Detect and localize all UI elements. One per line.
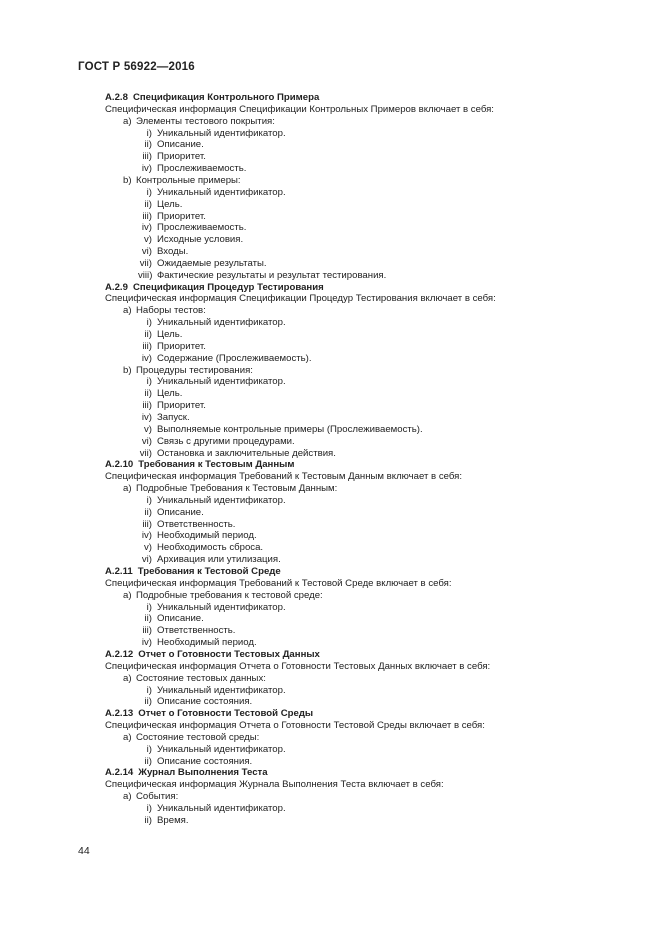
list-group-label xyxy=(123,116,275,128)
section-heading xyxy=(105,282,324,294)
list-item-numeral: iii) xyxy=(142,210,152,222)
list-item-numeral: i) xyxy=(146,803,152,814)
list-group-label xyxy=(123,305,206,317)
list-item xyxy=(138,128,286,140)
list-item-numeral: ii) xyxy=(144,814,152,826)
section-number: А.2.12 xyxy=(105,648,134,660)
list-item-text: Описание состояния. xyxy=(157,696,253,708)
section-title: Требования к Тестовой Среде xyxy=(137,566,281,577)
list-item xyxy=(138,685,286,697)
list-item-numeral: i) xyxy=(146,186,152,198)
list-item-text: Описание. xyxy=(157,506,204,518)
list-item-text: Входы. xyxy=(157,246,189,257)
section-heading xyxy=(105,708,313,720)
section-heading xyxy=(105,566,281,578)
list-item xyxy=(138,542,263,554)
list-item xyxy=(138,744,286,756)
document-header: ГОСТ Р 56922—2016 xyxy=(78,61,195,73)
list-item-text: Остановка и заключительные действия. xyxy=(157,447,336,459)
list-item-numeral: ii) xyxy=(144,388,152,400)
section-title: Спецификация Контрольного Примера xyxy=(132,92,320,103)
list-group-label xyxy=(123,175,241,187)
list-item xyxy=(138,329,182,341)
section-title: Отчет о Готовности Тестовой Среды xyxy=(138,708,314,720)
list-item-text: Уникальный идентификатор. xyxy=(157,127,286,139)
list-item xyxy=(138,187,286,199)
list-item-numeral: ii) xyxy=(144,198,152,210)
list-item-text: Приоритет. xyxy=(157,340,206,352)
list-item-numeral: iii) xyxy=(142,400,152,412)
section-intro: Специфическая информация Отчета о Готовности Тестовых Данных включает в себя: xyxy=(105,660,491,672)
list-item-text: Уникальный идентификатор. xyxy=(157,376,286,388)
section-heading xyxy=(105,649,320,661)
list-letter: a) xyxy=(123,483,132,495)
list-letter: a) xyxy=(123,305,132,317)
list-item xyxy=(138,756,252,768)
list-item-numeral: iv) xyxy=(141,530,152,542)
list-item-text: Описание. xyxy=(157,613,204,625)
list-item-text: Выполняемые контрольные примеры (Прослеживаемость). xyxy=(157,423,423,435)
list-item-text: Цель. xyxy=(157,388,183,400)
list-item xyxy=(138,448,336,460)
list-letter: a) xyxy=(123,589,132,601)
list-item-numeral: i) xyxy=(146,317,152,329)
section-intro: Специфическая информация Журнала Выполнения Теста включает в себя: xyxy=(105,779,444,791)
list-group-label xyxy=(123,590,323,602)
list-item xyxy=(138,803,286,815)
section-intro: Специфическая информация Требований к Тестовым Данным включает в себя: xyxy=(105,471,462,483)
list-letter: a) xyxy=(123,672,132,684)
list-item-text: Цель. xyxy=(157,329,183,340)
list-item xyxy=(138,163,246,175)
list-item-text: Уникальный идентификатор. xyxy=(157,601,286,613)
list-group-text: Процедуры тестирования: xyxy=(136,364,253,376)
list-group-label xyxy=(123,673,266,685)
list-item xyxy=(138,139,204,151)
list-item-numeral: i) xyxy=(146,494,152,506)
list-item xyxy=(138,507,204,519)
list-item-numeral: ii) xyxy=(144,613,152,625)
list-item-text: Содержание (Прослеживаемость). xyxy=(157,352,312,364)
list-letter: a) xyxy=(123,115,132,127)
list-group-text: Наборы тестов: xyxy=(136,305,206,317)
section-number: А.2.8 xyxy=(105,92,128,103)
list-item-text: Время. xyxy=(157,814,189,826)
list-item-text: Уникальный идентификатор. xyxy=(157,186,286,198)
list-item-numeral: iv) xyxy=(141,411,152,423)
list-item-numeral: vi) xyxy=(141,554,152,566)
list-item-numeral: i) xyxy=(146,684,152,696)
list-letter: a) xyxy=(123,731,132,743)
list-item-text: Приоритет. xyxy=(157,210,206,222)
list-item-text: Уникальный идентификатор. xyxy=(157,803,286,814)
list-item xyxy=(138,519,235,531)
list-item-text: Необходимость сброса. xyxy=(157,542,264,554)
list-item-text: Приоритет. xyxy=(157,400,206,412)
list-item-text: Исходные условия. xyxy=(157,234,244,246)
section-title: Журнал Выполнения Теста xyxy=(138,767,268,779)
list-item-text: Ответственность. xyxy=(157,625,236,637)
list-group-text: Подробные требования к тестовой среде: xyxy=(136,589,323,601)
list-item-numeral: v) xyxy=(144,423,152,435)
list-letter: b) xyxy=(123,175,132,186)
section-intro: Специфическая информация Спецификации Контрольных Примеров включает в себя: xyxy=(105,103,494,115)
list-item xyxy=(138,258,267,270)
list-item xyxy=(138,602,286,614)
list-item-numeral: ii) xyxy=(144,139,152,151)
list-item-numeral: iv) xyxy=(141,222,152,234)
list-item-numeral: ii) xyxy=(144,329,152,340)
list-item-numeral: iv) xyxy=(141,637,152,649)
list-group-text: Элементы тестового покрытия: xyxy=(136,115,275,127)
list-item-text: Необходимый период. xyxy=(157,530,257,542)
section-heading xyxy=(105,459,294,471)
list-item xyxy=(138,554,281,566)
list-item-text: Уникальный идентификатор. xyxy=(157,743,286,755)
list-item xyxy=(138,436,295,448)
list-item-text: Описание состояния. xyxy=(157,755,253,767)
list-item-numeral: iv) xyxy=(141,352,152,364)
list-letter: a) xyxy=(123,791,132,803)
list-item-text: Приоритет. xyxy=(157,151,206,163)
list-item-numeral: vi) xyxy=(141,435,152,447)
section-intro: Специфическая информация Спецификации Процедур Тестирования включает в себя: xyxy=(105,293,496,305)
section-title: Требования к Тестовым Данным xyxy=(138,459,295,471)
list-item xyxy=(138,625,235,637)
list-item-numeral: ii) xyxy=(144,696,152,708)
list-item xyxy=(138,151,206,163)
list-item-text: Необходимый период. xyxy=(157,637,257,649)
list-item xyxy=(138,412,190,424)
list-item-numeral: iii) xyxy=(142,518,152,530)
section-number: А.2.13 xyxy=(105,708,134,720)
list-group-text: События: xyxy=(136,791,179,803)
list-item xyxy=(138,222,246,234)
list-group-text: Подробные Требования к Тестовым Данным: xyxy=(136,483,338,495)
list-item-numeral: vi) xyxy=(141,246,152,257)
list-item-numeral: ii) xyxy=(144,506,152,518)
list-item-numeral: i) xyxy=(146,127,152,139)
list-item xyxy=(138,317,286,329)
list-item xyxy=(138,530,257,542)
list-item-numeral: iii) xyxy=(142,340,152,352)
list-item-numeral: iii) xyxy=(142,625,152,637)
list-item xyxy=(138,696,252,708)
list-item-numeral: v) xyxy=(144,542,152,554)
list-item-text: Описание. xyxy=(157,139,204,151)
list-item xyxy=(138,234,243,246)
list-item-numeral: ii) xyxy=(144,755,152,767)
section-heading xyxy=(105,767,268,779)
list-item-text: Связь с другими процедурами. xyxy=(157,435,295,447)
list-item xyxy=(138,495,286,507)
list-item-numeral: i) xyxy=(146,601,152,613)
list-item xyxy=(138,376,286,388)
section-number: А.2.10 xyxy=(105,459,134,471)
list-item-numeral: iii) xyxy=(142,151,152,163)
section-intro: Специфическая информация Отчета о Готовности Тестовой Среды включает в себя: xyxy=(105,720,485,731)
list-item-text: Ожидаемые результаты. xyxy=(157,257,267,269)
list-item-text: Фактические результаты и результат тестирования. xyxy=(157,269,387,281)
list-group-label xyxy=(123,791,178,803)
page-number: 44 xyxy=(78,845,90,857)
list-item xyxy=(138,199,182,211)
list-letter: b) xyxy=(123,364,132,376)
list-item-numeral: v) xyxy=(144,234,152,246)
list-item xyxy=(138,424,423,436)
list-item-text: Прослеживаемость. xyxy=(157,163,247,175)
list-item xyxy=(138,637,257,649)
list-item xyxy=(138,246,188,258)
list-item-numeral: i) xyxy=(146,376,152,388)
list-item-text: Уникальный идентификатор. xyxy=(157,684,286,696)
list-group-text: Контрольные примеры: xyxy=(136,175,241,186)
list-item xyxy=(138,270,386,282)
list-group-text: Состояние тестовых данных: xyxy=(136,672,266,684)
list-item-numeral: viii) xyxy=(138,269,153,281)
section-heading xyxy=(105,92,319,104)
section-number: А.2.11 xyxy=(105,566,133,577)
list-item-text: Цель. xyxy=(157,198,183,210)
list-item-numeral: i) xyxy=(146,743,152,755)
section-number: А.2.14 xyxy=(105,767,134,779)
list-group-label xyxy=(123,732,259,744)
list-group-label xyxy=(123,483,337,495)
list-item xyxy=(138,353,312,365)
list-group-label xyxy=(123,365,253,377)
list-item xyxy=(138,613,204,625)
section-intro: Специфическая информация Требований к Тестовой Среде включает в себя: xyxy=(105,577,452,589)
list-item-text: Ответственность. xyxy=(157,518,236,530)
list-item xyxy=(138,341,206,353)
list-item-text: Архивация или утилизация. xyxy=(157,554,281,566)
list-item-text: Запуск. xyxy=(157,411,190,423)
list-item xyxy=(138,211,206,223)
list-item-numeral: iv) xyxy=(141,163,152,175)
list-item xyxy=(138,815,189,827)
list-item-text: Прослеживаемость. xyxy=(157,222,247,234)
list-item xyxy=(138,388,182,400)
list-item-text: Уникальный идентификатор. xyxy=(157,494,286,506)
section-title: Спецификация Процедур Тестирования xyxy=(132,281,324,293)
list-item-numeral: vii) xyxy=(139,257,152,269)
list-item-numeral: vii) xyxy=(139,447,152,459)
list-item xyxy=(138,400,206,412)
section-number: А.2.9 xyxy=(105,281,128,293)
section-title: Отчет о Готовности Тестовых Данных xyxy=(138,648,320,660)
list-group-text: Состояние тестовой среды: xyxy=(136,731,260,743)
list-item-text: Уникальный идентификатор. xyxy=(157,317,286,329)
